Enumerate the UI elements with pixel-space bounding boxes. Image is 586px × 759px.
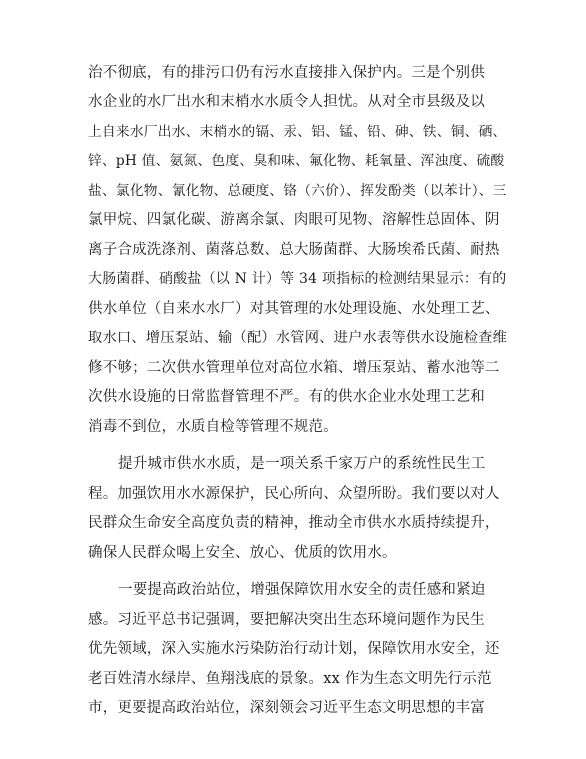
paragraph-1-line-13: 消毒不到位，水质自检等管理不规范。 [88, 419, 338, 435]
paragraph-2-line-4: 确保人民群众喝上安全、放心、优质的饮用水。 [88, 545, 397, 561]
paragraph-3-line-4: 老百姓清水绿岸、鱼翔浅底的景象。xx 作为生态文明先行示范 [88, 671, 492, 687]
paragraph-1-line-12: 次供水设施的日常监督管理不严。有的供水企业水处理工艺和 [88, 389, 485, 405]
paragraph-2-line-1: 提升城市供水水质，是一项关系千家万户的系统性民生工 [118, 456, 486, 472]
paragraph-2-line-2: 程。加强饮用水水源保护，民心所向、众望所盼。我们要以对人 [88, 486, 500, 502]
paragraph-1-line-10: 取水口、增压泵站、输（配）水管网、进户水表等供水设施检查维 [88, 330, 508, 346]
paragraph-1-line-3: 上自来水厂出水、末梢水的镉、汞、铝、锰、铅、砷、铁、铜、硒、 [88, 124, 507, 140]
paragraph-1-line-7: 离子合成洗涤剂、菌落总数、总大肠菌群、大肠埃希氏菌、耐热 [88, 242, 500, 258]
paragraph-1-line-5: 盐、氯化物、氰化物、总硬度、铬（六价）、挥发酚类（以苯计）、三 [88, 183, 507, 199]
paragraph-3-line-5: 市，更要提高政治站位，深刻领会习近平生态文明思想的丰富 [88, 700, 485, 716]
paragraph-3-line-3: 优先领域，深入实施水污染防治行动计划，保障饮用水安全，还 [88, 641, 500, 657]
paragraph-3-line-1: 一要提高政治站位，增强保障饮用水安全的责任感和紧迫 [118, 582, 486, 598]
paragraph-1-line-8: 大肠菌群、硝酸盐（以 N 计）等 34 项指标的检测结果显示：有的 [88, 271, 507, 287]
paragraph-1-line-2: 水企业的水厂出水和末梢水水质令人担忧。从对全市县级及以 [88, 94, 485, 110]
paragraph-3-line-2: 感。习近平总书记强调，要把解决突出生态环境问题作为民生 [88, 612, 485, 628]
paragraph-1-line-1: 治不彻底，有的排污口仍有污水直接排入保护内。三是个别供 [88, 65, 485, 81]
paragraph-1-line-6: 氯甲烷、四氯化碳、游离余氯、肉眼可见物、溶解性总固体、阴 [88, 212, 500, 228]
paragraph-1-line-9: 供水单位（自来水水厂）对其管理的水处理设施、水处理工艺、 [88, 301, 500, 317]
paragraph-1-line-4: 锌、pH 值、氨氮、色度、臭和味、氟化物、耗氧量、浑浊度、硫酸 [88, 153, 505, 169]
paragraph-2-line-3: 民群众生命安全高度负责的精神，推动全市供水水质持续提升， [88, 515, 500, 531]
paragraph-1-line-11: 修不够；二次供水管理单位对高位水箱、增压泵站、蓄水池等二 [88, 360, 500, 376]
